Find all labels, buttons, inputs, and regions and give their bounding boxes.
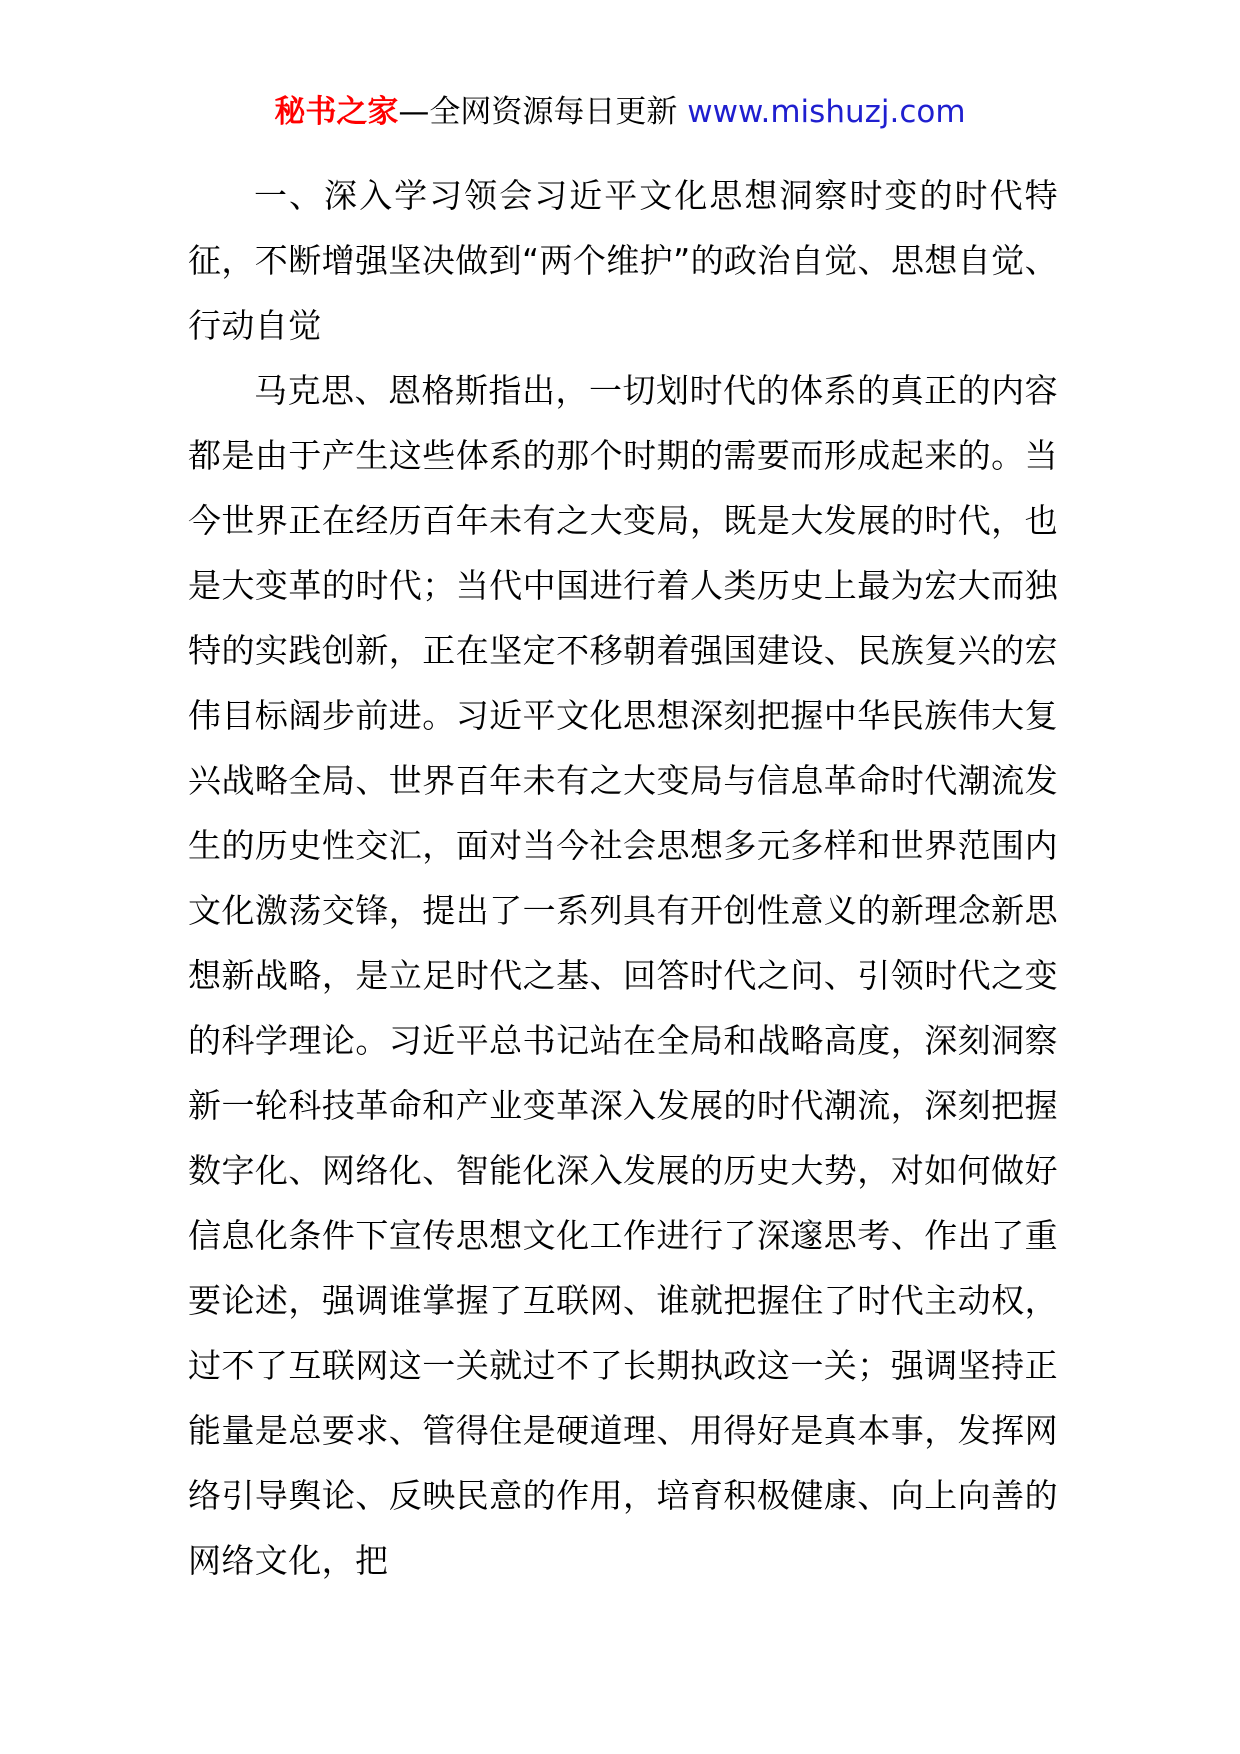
site-brand: 秘书之家 [274,94,399,130]
body-paragraph: 马克思、恩格斯指出，一切划时代的体系的真正的内容都是由于产生这些体系的那个时期的需要而形成起来的。当今世界正在经历百年未有之大变局，既是大发展的时代，也是大变革的时代；当代中国进行着人类历史上最为宏大而独特的实践创新，正在坚定不移朝着强国建设、民族复兴的宏伟目标阔步前进。习近平文化思想深刻把握中华民族伟大复兴战略全局、世界百年未有之大变局与信息革命时代潮流发生的历史性交汇，面对当今社会思想多元多样和世界范围内文化激荡交锋，提出了一系列具有开创性意义的新理念新思想新战略，是立足时代之基、回答时代之问、引领时代之变的科学理论。习近平总书记站在全局和战略高度，深刻洞察新一轮科技革命和产业变革深入发展的时代潮流，深刻把握数字化、网络化、智能化深入发展的历史大势，对如何做好信息化条件下宣传思想文化工作进行了深邃思考、作出了重要论述，强调谁掌握了互联网、谁就把握住了时代主动权，过不了互联网这一关就过不了长期执政这一关；强调坚持正能量是总要求、管得住是硬道理、用得好是真本事，发挥网络引导舆论、反映民意的作用，培育积极健康、向上向善的网络文化，把 [188,371,1058,1580]
site-url[interactable]: www.mishuzj.com [687,94,966,130]
section-heading: 一、深入学习领会习近平文化思想洞察时变的时代特征，不断增强坚决做到“两个维护”的政治自觉、思想自觉、行动自觉 [188,176,1058,345]
site-tagline: —全网资源每日更新 [398,94,678,130]
page-header [0,92,1240,132]
document-body [188,163,1058,1593]
